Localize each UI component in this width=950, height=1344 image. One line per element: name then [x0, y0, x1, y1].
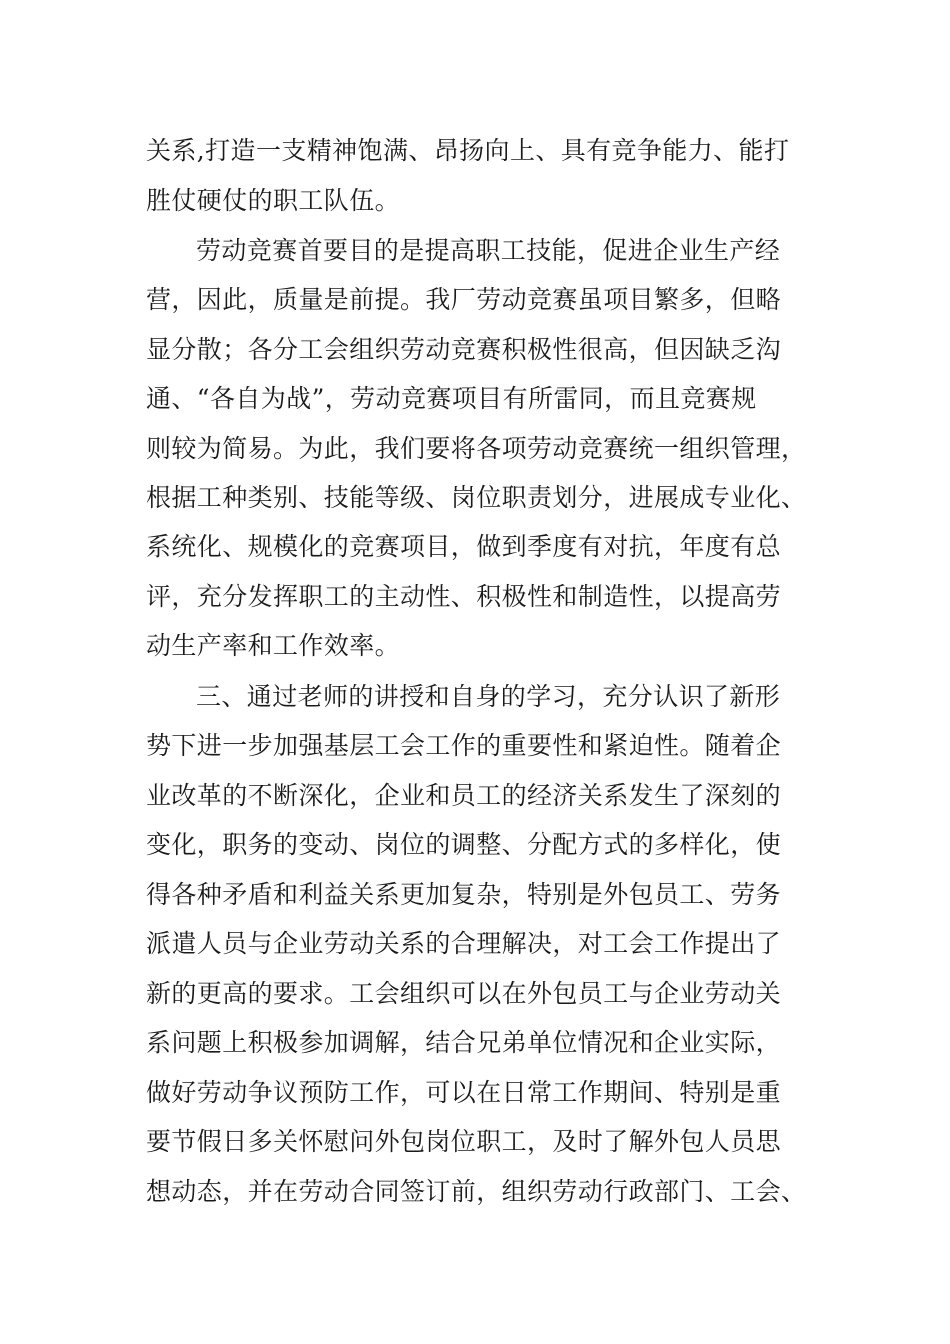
text-line: 派遣人员与企业劳动关系的合理解决，对工会工作提出了 — [146, 929, 782, 958]
text-line: 势下进一步加强基层工会工作的重要性和紧迫性。随着企 — [146, 731, 782, 760]
text-line: 系问题上积极参加调解，结合兄弟单位情况和企业实际， — [146, 1028, 782, 1057]
text-line: 系统化、规模化的竞赛项目，做到季度有对抗，年度有总 — [146, 532, 782, 561]
text-line: 关系,打造一支精神饱满、昂扬向上、具有竞争能力、能打 — [146, 136, 790, 165]
text-line: 得各种矛盾和利益关系更加复杂，特别是外包员工、劳务 — [146, 880, 782, 909]
text-line: 胜仗硬仗的职工队伍。 — [146, 186, 401, 215]
text-line: 营，因此，质量是前提。我厂劳动竞赛虽项目繁多，但略 — [146, 285, 782, 314]
text-line: 通、“各自为战”，劳动竞赛项目有所雷同，而且竞赛规 — [146, 384, 757, 413]
text-line: 动生产率和工作效率。 — [146, 631, 401, 660]
text-line: 变化，职务的变动、岗位的调整、分配方式的多样化，使 — [146, 830, 782, 859]
text-line: 要节假日多关怀慰问外包岗位职工，及时了解外包人员思 — [146, 1127, 782, 1156]
text-line: 业改革的不断深化，企业和员工的经济关系发生了深刻的 — [146, 781, 782, 810]
text-line: 想动态，并在劳动合同签订前，组织劳动行政部门、工会、 — [146, 1177, 807, 1206]
text-line: 做好劳动争议预防工作，可以在日常工作期间、特别是重 — [146, 1078, 782, 1107]
text-line: 则较为简易。为此，我们要将各项劳动竞赛统一组织管理， — [146, 434, 807, 463]
paragraph-first-line: 三、通过老师的讲授和自身的学习，充分认识了新形 — [196, 682, 781, 711]
text-line: 新的更高的要求。工会组织可以在外包员工与企业劳动关 — [146, 979, 782, 1008]
paragraph-first-line: 劳动竞赛首要目的是提高职工技能，促进企业生产经 — [196, 236, 781, 265]
text-line: 根据工种类别、技能等级、岗位职责划分，进展成专业化、 — [146, 483, 807, 512]
text-line: 评，充分发挥职工的主动性、积极性和制造性，以提高劳 — [146, 582, 782, 611]
text-line: 显分散；各分工会组织劳动竞赛积极性很高，但因缺乏沟 — [146, 335, 782, 364]
